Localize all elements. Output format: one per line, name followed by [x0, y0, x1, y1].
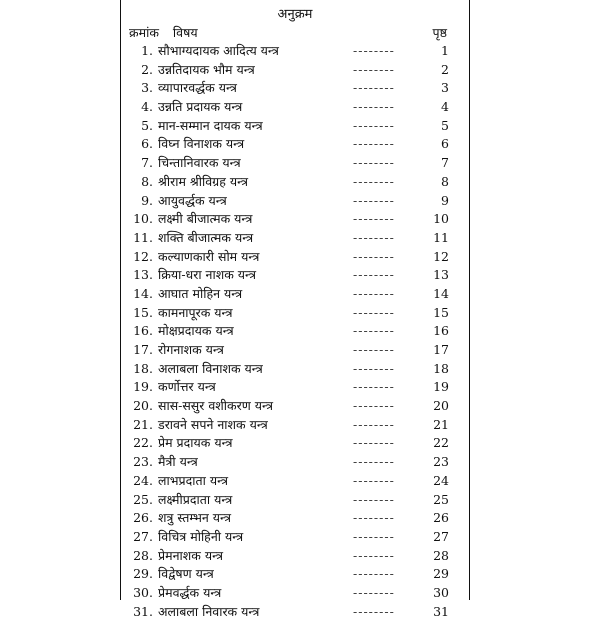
entry-name: श्रीराम श्रीविग्रह यन्त्र [158, 173, 249, 189]
leader-dashes: -------- [353, 528, 395, 544]
entry-name: आघात मोहिन यन्त्र [158, 285, 243, 301]
entry-name: प्रेमवर्द्धक यन्त्र [158, 584, 222, 600]
leader-dashes: -------- [353, 584, 395, 600]
page-column-header: पृष्ठ [432, 25, 447, 40]
entry-number: 24. [133, 472, 153, 488]
index-page [120, 0, 470, 619]
list-item [121, 285, 469, 304]
leader-dashes: -------- [353, 43, 395, 58]
entry-number: 29. [133, 566, 153, 582]
entry-page-number: 27 [433, 528, 449, 544]
entry-name: विद्वेषण यन्त्र [158, 566, 214, 582]
entry-number: 31. [133, 603, 153, 619]
leader-dashes: -------- [353, 510, 395, 526]
list-item [121, 509, 469, 528]
entry-number: 2. [141, 61, 153, 77]
entry-page-number: 24 [433, 472, 449, 488]
entry-page-number: 22 [433, 435, 449, 451]
list-item [121, 192, 469, 211]
entry-name: प्रेम प्रदायक यन्त्र [158, 435, 233, 451]
leader-dashes: -------- [353, 211, 395, 227]
entry-name: शत्रु स्तम्भन यन्त्र [158, 510, 232, 526]
entry-page-number: 11 [433, 229, 449, 245]
list-item [121, 98, 469, 117]
entry-page-number: 18 [433, 360, 449, 376]
entry-number: 11. [133, 229, 153, 245]
entry-page-number: 9 [441, 192, 449, 208]
entry-name: कामनापूरक यन्त्र [158, 304, 233, 320]
leader-dashes: -------- [353, 547, 395, 563]
leader-dashes: -------- [353, 323, 395, 339]
leader-dashes: -------- [353, 491, 395, 507]
entry-name: चिन्तानिवारक यन्त्र [158, 155, 241, 171]
entry-number: 9. [141, 192, 153, 208]
entry-number: 6. [141, 136, 153, 152]
entry-page-number: 28 [433, 547, 449, 563]
leader-dashes: -------- [353, 360, 395, 376]
entry-name: विचित्र मोहिनी यन्त्र [158, 528, 244, 544]
entry-page-number: 8 [441, 173, 449, 189]
leader-dashes: -------- [353, 379, 395, 395]
list-item [121, 229, 469, 248]
leader-dashes: -------- [353, 304, 395, 320]
list-item [121, 117, 469, 136]
leader-dashes: -------- [353, 173, 395, 189]
subject-column-header: विषय [172, 25, 198, 40]
leader-dashes: -------- [353, 155, 395, 171]
entry-number: 12. [133, 248, 153, 264]
entry-page-number: 5 [441, 117, 449, 133]
entry-page-number: 13 [433, 267, 449, 283]
entry-name: सास-ससुर वशीकरण यन्त्र [158, 398, 273, 414]
entry-page-number: 19 [433, 379, 449, 395]
entry-page-number: 30 [433, 584, 449, 600]
leader-dashes: -------- [353, 603, 395, 619]
list-item [121, 154, 469, 173]
entry-page-number: 26 [433, 510, 449, 526]
list-item [121, 341, 469, 360]
entry-name: कर्णोत्तर यन्त्र [158, 379, 216, 395]
leader-dashes: -------- [353, 192, 395, 208]
list-item [121, 472, 469, 491]
leader-dashes: -------- [353, 61, 395, 77]
entry-number: 21. [133, 416, 153, 432]
entry-number: 13. [133, 267, 153, 283]
column-headers-left [129, 24, 198, 41]
entry-name: उन्नति प्रदायक यन्त्र [158, 99, 243, 115]
leader-dashes: -------- [353, 435, 395, 451]
entry-page-number: 25 [433, 491, 449, 507]
entry-number: 17. [133, 342, 153, 357]
entry-page-number: 7 [441, 155, 449, 171]
entry-name: कल्याणकारी सोम यन्त्र [158, 248, 260, 264]
list-item [121, 42, 469, 61]
list-item [121, 547, 469, 566]
entry-name: मान-सम्मान दायक यन्त्र [158, 117, 263, 133]
list-item [121, 322, 469, 341]
entry-page-number: 21 [433, 416, 449, 432]
entry-page-number: 3 [441, 80, 449, 96]
leader-dashes: -------- [353, 136, 395, 152]
entry-number: 30. [133, 584, 153, 600]
entry-number: 5. [141, 117, 153, 133]
entry-name: अलाबला विनाशक यन्त्र [158, 360, 263, 376]
entry-name: उन्नतिदायक भौम यन्त्र [158, 61, 255, 77]
entry-name: सौभाग्यदायक आदित्य यन्त्र [158, 43, 279, 58]
leader-dashes: -------- [353, 267, 395, 283]
list-item [121, 453, 469, 472]
entry-name: रोगनाशक यन्त्र [158, 342, 224, 357]
list-item [121, 135, 469, 154]
list-item [121, 79, 469, 98]
entry-number: 28. [133, 547, 153, 563]
entry-number: 7. [141, 155, 153, 171]
entry-page-number: 2 [441, 61, 449, 77]
list-item [121, 416, 469, 435]
list-item [121, 434, 469, 453]
list-item [121, 266, 469, 285]
entry-number: 14. [133, 285, 153, 301]
list-item [121, 397, 469, 416]
entry-name: लक्ष्मी बीजात्मक यन्त्र [158, 211, 253, 227]
entry-name: क्रिया-धरा नाशक यन्त्र [158, 267, 257, 283]
entry-name: मैत्री यन्त्र [158, 454, 198, 470]
leader-dashes: -------- [353, 229, 395, 245]
entry-name: व्यापारवर्द्धक यन्त्र [158, 80, 237, 96]
list-item [121, 565, 469, 584]
entry-name: लाभप्रदाता यन्त्र [158, 472, 229, 488]
entry-number: 23. [133, 454, 153, 470]
entry-name: शक्ति बीजात्मक यन्त्र [158, 229, 254, 245]
entry-number: 18. [133, 360, 153, 376]
entry-page-number: 4 [441, 99, 449, 115]
leader-dashes: -------- [353, 416, 395, 432]
entry-name: प्रेमनाशक यन्त्र [158, 547, 224, 563]
entry-page-number: 14 [433, 285, 449, 301]
list-item [121, 248, 469, 267]
entry-number: 16. [133, 323, 153, 339]
leader-dashes: -------- [353, 117, 395, 133]
entry-name: लक्ष्मीप्रदाता यन्त्र [158, 491, 233, 507]
leader-dashes: -------- [353, 566, 395, 582]
entry-page-number: 10 [433, 211, 449, 227]
entry-name: अलाबला निवारक यन्त्र [158, 603, 260, 619]
list-item [121, 603, 469, 621]
entry-name: आयुवर्द्धक यन्त्र [158, 192, 227, 208]
entry-page-number: 12 [433, 248, 449, 264]
list-item [121, 360, 469, 379]
list-item [121, 491, 469, 510]
entry-number: 22. [133, 435, 153, 451]
entry-page-number: 20 [433, 398, 449, 414]
entry-page-number: 17 [433, 342, 449, 357]
entry-name: विघ्न विनाशक यन्त्र [158, 136, 245, 152]
leader-dashes: -------- [353, 99, 395, 115]
list-item [121, 378, 469, 397]
leader-dashes: -------- [353, 285, 395, 301]
leader-dashes: -------- [353, 454, 395, 470]
list-item [121, 304, 469, 323]
entry-number: 20. [133, 398, 153, 414]
serial-column-header: क्रमांक [129, 25, 159, 40]
entry-number: 19. [133, 379, 153, 395]
entry-number: 15. [133, 304, 153, 320]
entry-number: 26. [133, 510, 153, 526]
entry-number: 27. [133, 528, 153, 544]
entry-name: डरावने सपने नाशक यन्त्र [158, 416, 268, 432]
entry-name: मोक्षप्रदायक यन्त्र [158, 323, 234, 339]
list-item [121, 61, 469, 80]
entry-page-number: 23 [433, 454, 449, 470]
entry-page-number: 16 [433, 323, 449, 339]
leader-dashes: -------- [353, 248, 395, 264]
entry-number: 10. [133, 211, 153, 227]
list-item [121, 210, 469, 229]
entry-page-number: 1 [441, 43, 449, 58]
entry-page-number: 6 [441, 136, 449, 152]
list-item [121, 173, 469, 192]
entry-number: 8. [141, 173, 153, 189]
entry-number: 4. [141, 99, 153, 115]
page-title: अनुक्रम [277, 7, 313, 22]
entry-number: 25. [133, 491, 153, 507]
leader-dashes: -------- [353, 80, 395, 96]
entry-number: 1. [141, 43, 153, 58]
leader-dashes: -------- [353, 398, 395, 414]
entry-number: 3. [141, 80, 153, 96]
entry-page-number: 29 [433, 566, 449, 582]
entry-page-number: 15 [433, 304, 449, 320]
index-list [121, 42, 469, 621]
leader-dashes: -------- [353, 472, 395, 488]
leader-dashes: -------- [353, 342, 395, 357]
entry-page-number: 31 [433, 603, 449, 619]
list-item [121, 528, 469, 547]
